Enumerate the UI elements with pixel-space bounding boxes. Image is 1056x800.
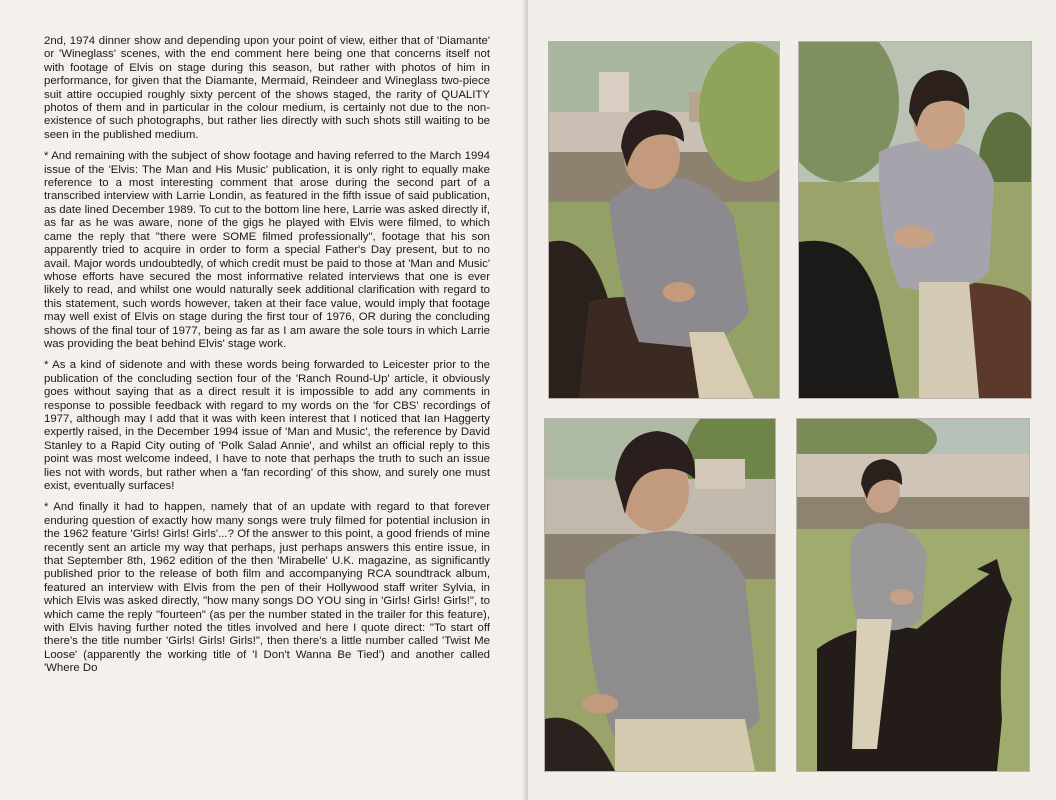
article-text-column <box>44 35 490 684</box>
photo-elvis-on-horse-3 <box>544 418 776 772</box>
right-page <box>528 0 1056 800</box>
photo-elvis-on-horse-2 <box>798 41 1032 399</box>
photo-elvis-on-horse-4 <box>796 418 1030 772</box>
paragraph-2: * And remaining with the subject of show footage and having referred to the March 1994 issue of the 'Elvis: The Man and His Music' publication, it is only right to equally make reference to a most interesting comment that arose during the second part of a transcribed interview with Larrie Londin, as featured in the fifth issue of said publication, as date lined December 1989. To cut to the bottom line here, Larrie was asked directly if, as far as he was aware, none of the gigs he played with Elvis were filmed, to which came the reply that "there were SOME filmed professionally", footage that his son apparently tried to acquire in order to form a special Father's Day present, but to no avail. Major words undoubtedly, of which credit must be paid to those at 'Man and Music' whose efforts have secured the most informative related interviews that one is ever likely to read, and whilst one would naturally seek additional clarification with regard to this statement, such words however, taken at their face value, would imply that footage may well exist of Elvis on stage during the first tour of 1976, OR during the concluding shows of the final tour of 1977, being as far as I am aware the sole tours in which Larrie was providing the beat behind Elvis' stage work. <box>44 150 490 350</box>
paragraph-3: * As a kind of sidenote and with these words being forwarded to Leicester prior to the publication of the concluding section four of the 'Ranch Round-Up' article, it obviously goes without saying that as a direct result it is impossible to add any comments in response to possible feedback with regard to my words on the 'for CBS' recordings of 1977, although may I add that it was with keen interest that I noticed that Ian Haggerty expertly raised, in the December 1994 issue of 'Man and Music', the reference by David Stanley to a Rapid City outing of 'Polk Salad Annie', and whilst an official reply to this point was most welcome indeed, I have to note that perhaps the truth to such an issue lies not with words, but rather when a 'fan recording' of this show, and surely one must exist, eventually surfaces! <box>44 359 490 492</box>
left-page <box>0 0 526 800</box>
photo-elvis-on-horse-1 <box>548 41 780 399</box>
paragraph-1: 2nd, 1974 dinner show and depending upon your point of view, either that of 'Diamante' or 'Wineglass' scenes, with the end comment here being one that concerns itself not with footage of Elvis on stage during this season, but rather with photos of him in performance, for given that the Diamante, Mermaid, Reindeer and Wineglass two-piece suit attire occupied roughly sixty percent of the shows staged, the rarity of QUALITY photos of them and in particular in the colour medium, is certainly not due to the non-existence of such photographs, but rather lies directly with such shots still waiting to be seen in the published medium. <box>44 35 490 141</box>
paragraph-4: * And finally it had to happen, namely that of an update with regard to that forever enduring question of exactly how many songs were truly filmed for potential inclusion in the 1962 feature 'Girls! Girls! Girls'...? Of the answer to this point, a good friends of mine recently sent an article my way that perhaps, just perhaps answers this entire issue, in that September 8th, 1962 edition of the then 'Mirabelle' U.K. magazine, as significantly published prior to the release of both film and accompanying RCA soundtrack album, featured an interview with Elvis from the pen of their Hollywood staff writer Sylvia, in which Elvis was asked directly, "how many songs DO YOU sing in 'Girls! Girls! Girls!", to which came the reply "fourteen" (as per the number stated in the trailer for this feature), with Elvis having further noted the titles involved and here I quote direct: "To start off there's the title number 'Girls! Girls! Girls!", then there's a little number called 'Twist Me Loose' (apparently the working title of 'I Don't Wanna Be Tied') and another called 'Where Do <box>44 501 490 675</box>
